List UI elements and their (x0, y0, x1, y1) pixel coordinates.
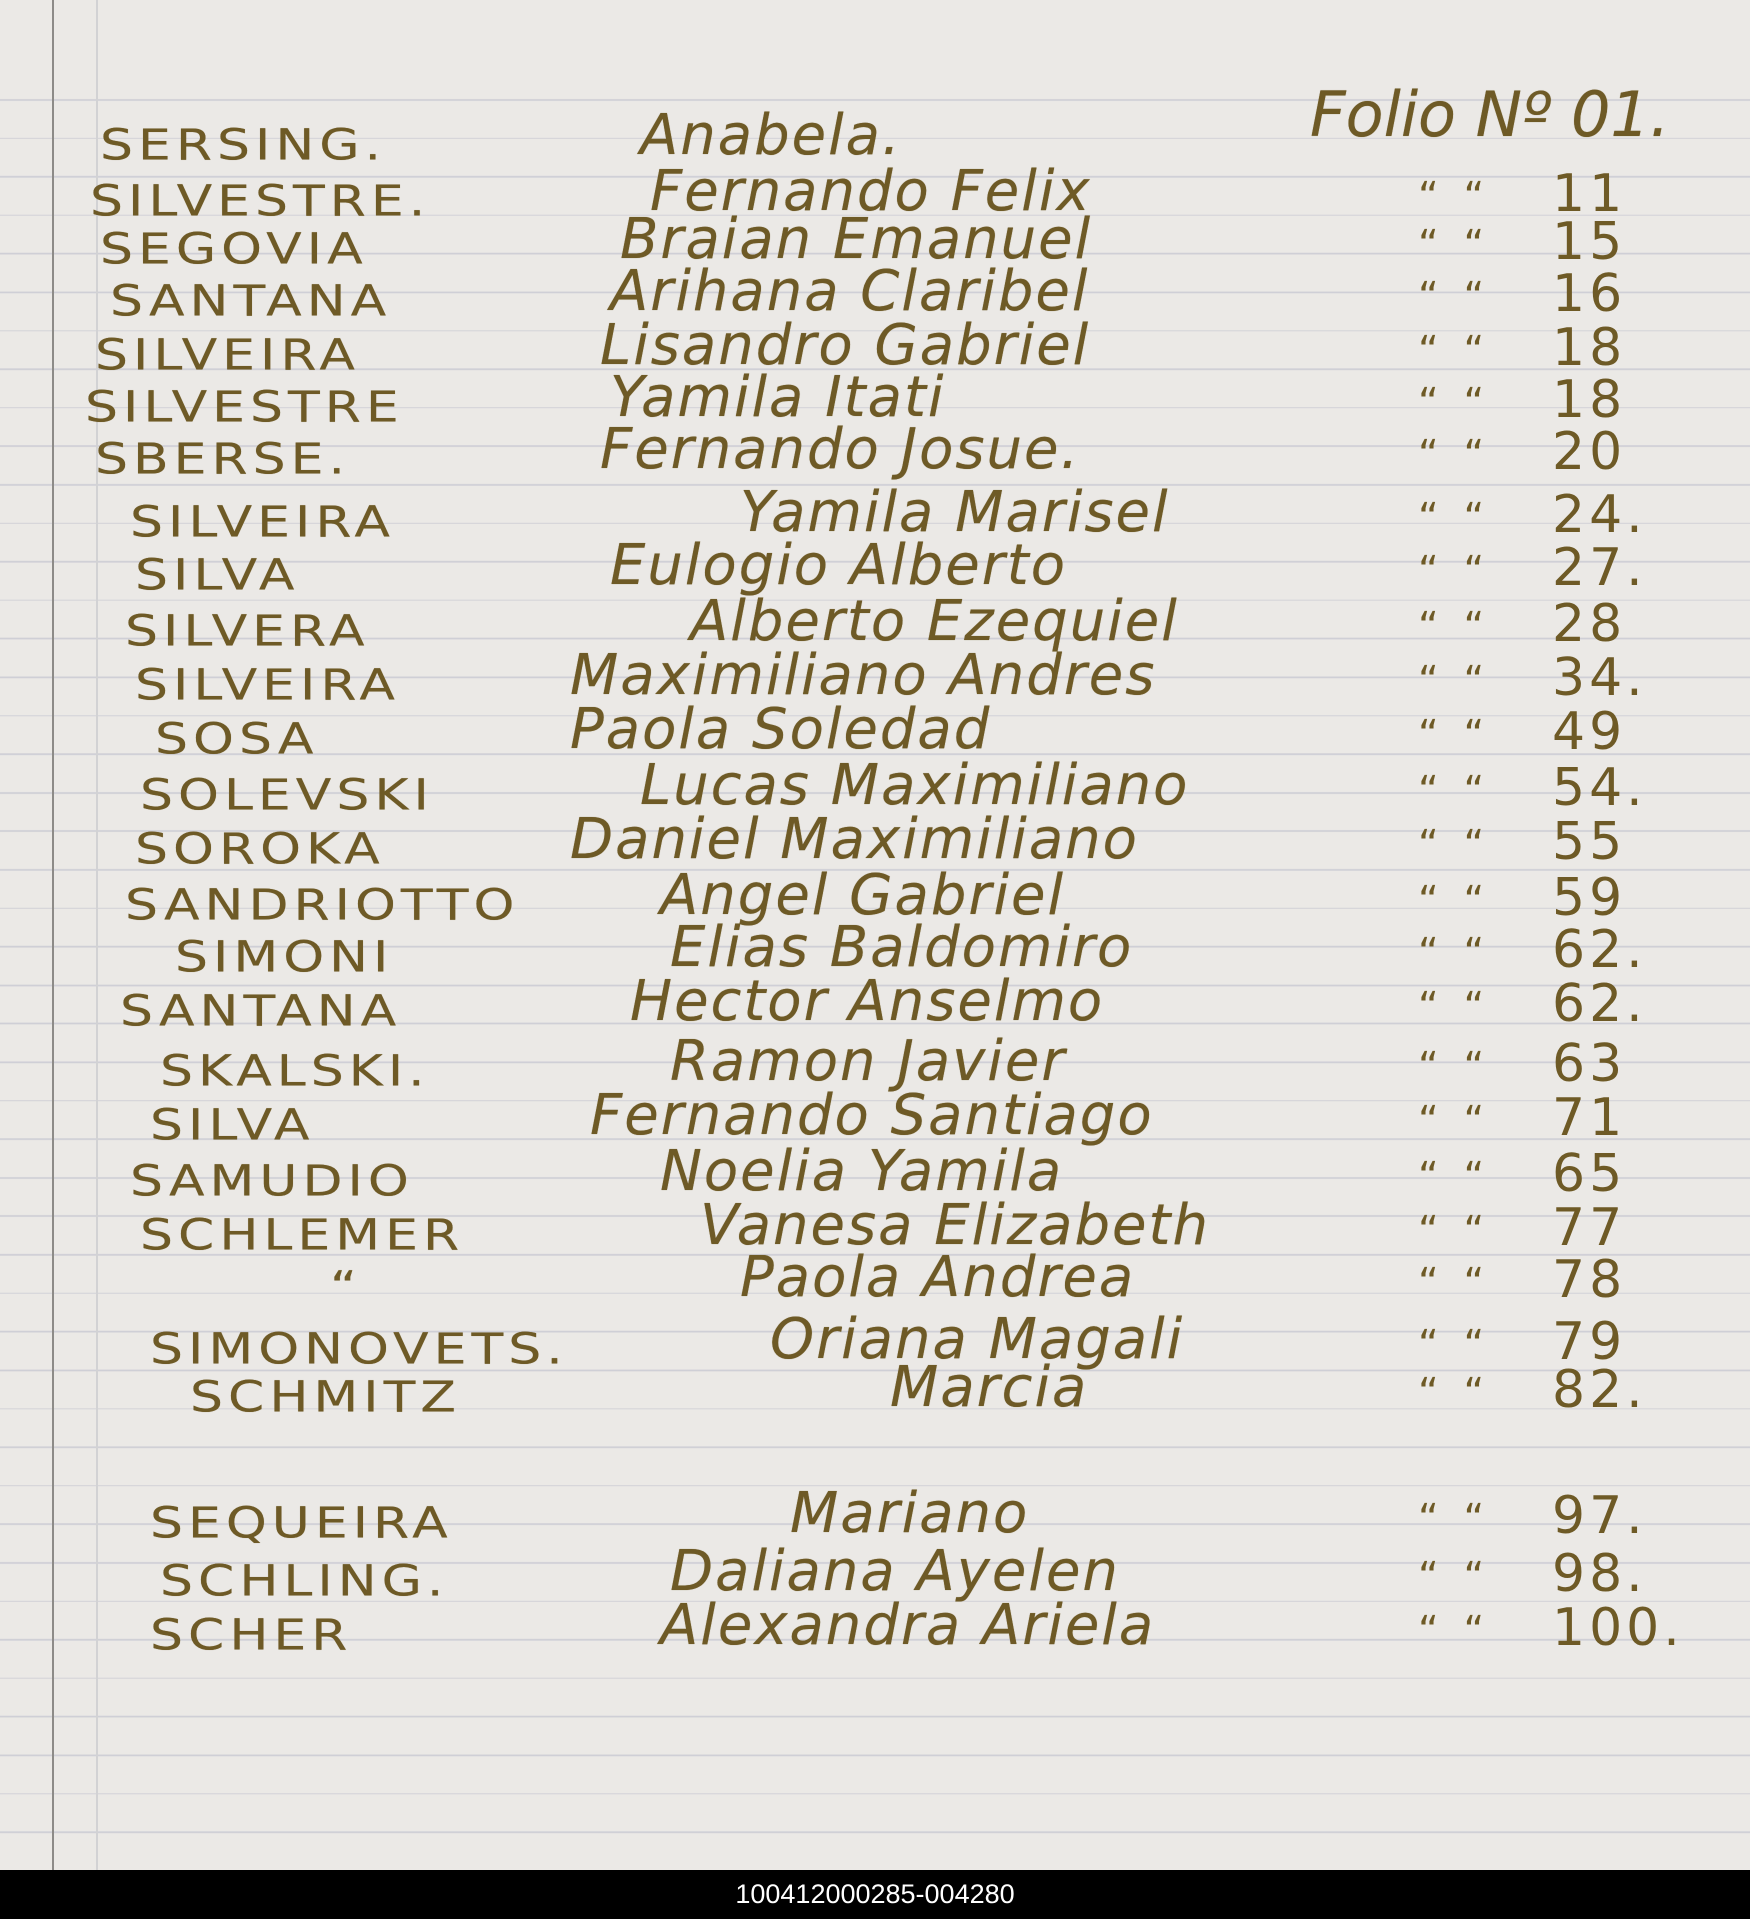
entry-given-names: Paola Soledad (570, 697, 992, 762)
entry-given-names: Paola Andrea (740, 1245, 1136, 1310)
entry-surname: SILVEIRA (95, 330, 360, 380)
entry-given-names: Yamila Itati (610, 365, 946, 430)
entry-surname: SEQUEIRA (150, 1498, 453, 1548)
ditto-mark: “ “ (1418, 1370, 1491, 1416)
entry-folio-number: 27. (1552, 538, 1647, 598)
entry-given-names: Marcia (890, 1355, 1089, 1420)
entry-given-names: Anabela. (640, 103, 902, 168)
entry-surname: SIMONI (175, 932, 394, 982)
entry-folio-number: 18 (1552, 370, 1627, 430)
entry-folio-number: 71 (1552, 1088, 1627, 1148)
entry-surname: SCHMITZ (190, 1372, 462, 1422)
entry-folio-number: 20 (1552, 422, 1627, 482)
ditto-mark: “ “ (1418, 1044, 1491, 1090)
entry-folio-number: 59 (1552, 868, 1627, 928)
entry-folio-number: 63 (1552, 1034, 1627, 1094)
entry-folio-number: 18 (1552, 318, 1627, 378)
entry-given-names: Fernando Santiago (590, 1083, 1154, 1148)
entry-surname: SEGOVIA (100, 224, 368, 274)
entry-row (0, 1355, 1750, 1422)
entry-surname: SILVESTRE. (90, 176, 431, 226)
entry-surname: SILVESTRE (85, 382, 404, 432)
entry-given-names: Yamila Marisel (740, 480, 1170, 545)
entry-row (0, 1245, 1750, 1312)
entry-given-names: Fernando Josue. (600, 417, 1081, 482)
ditto-mark: “ “ (1418, 658, 1491, 704)
entry-surname: SILVERA (125, 606, 370, 656)
entry-surname: SANDRIOTTO (125, 880, 520, 930)
entry-surname: SANTANA (110, 276, 392, 326)
ditto-mark: “ “ (1418, 768, 1491, 814)
entry-surname: SBERSE. (95, 434, 351, 484)
entry-given-names: Lisandro Gabriel (600, 313, 1091, 378)
entry-surname: SCHLING. (160, 1556, 449, 1606)
ditto-mark: “ “ (1418, 548, 1491, 594)
entry-folio-number: 28 (1552, 594, 1627, 654)
entry-folio-number: 65 (1552, 1144, 1627, 1204)
ditto-mark: “ “ (1418, 222, 1491, 268)
entry-folio-number: 62. (1552, 920, 1647, 980)
ditto-mark: “ “ (1418, 822, 1491, 868)
entry-given-names: Angel Gabriel (660, 863, 1066, 928)
entry-folio-number: 16 (1552, 264, 1627, 324)
entry-folio-number: 100. (1552, 1598, 1684, 1658)
entry-folio-number: 78 (1552, 1250, 1627, 1310)
entry-given-names: Vanesa Elizabeth (700, 1193, 1210, 1258)
entry-given-names: Daniel Maximiliano (570, 807, 1139, 872)
entry-folio-number: 34. (1552, 648, 1647, 708)
entry-surname: SOSA (155, 714, 319, 764)
ditto-mark: “ “ (1418, 1154, 1491, 1200)
entry-given-names: Noelia Yamila (660, 1139, 1064, 1204)
entry-given-names: Hector Anselmo (630, 969, 1105, 1034)
entry-given-names: Alexandra Ariela (660, 1593, 1156, 1658)
entry-folio-number: 98. (1552, 1544, 1647, 1604)
ditto-mark: “ “ (1418, 878, 1491, 924)
entry-folio-number: 55 (1552, 812, 1627, 872)
entry-surname: SOLEVSKI (140, 770, 434, 820)
ditto-mark: “ “ (1418, 380, 1491, 426)
entry-surname: SCHLEMER (140, 1210, 465, 1260)
ditto-mark: “ “ (1418, 1554, 1491, 1600)
entry-surname: SILVEIRA (135, 660, 400, 710)
entry-surname: SCHER (150, 1610, 353, 1660)
entry-folio-number: 62. (1552, 974, 1647, 1034)
entry-folio-number: 15 (1552, 212, 1627, 272)
entry-given-names: Daliana Ayelen (670, 1539, 1120, 1604)
ditto-mark: “ “ (1418, 1208, 1491, 1254)
entry-row (0, 1593, 1750, 1660)
ditto-mark: “ “ (1418, 174, 1491, 220)
entry-folio-number: 11 (1552, 164, 1627, 224)
entry-surname: SANTANA (120, 986, 402, 1036)
ditto-mark: “ “ (1418, 432, 1491, 478)
ditto-mark: “ “ (1418, 604, 1491, 650)
ditto-mark: “ “ (1418, 1260, 1491, 1306)
entry-surname: SERSING. (100, 120, 387, 170)
entry-folio-number: 49 (1552, 702, 1627, 762)
ditto-mark: “ “ (1418, 984, 1491, 1030)
entry-given-names: Elias Baldomiro (670, 915, 1134, 980)
entry-surname: SOROKA (135, 824, 385, 874)
entry-surname: SILVA (150, 1100, 315, 1150)
entry-given-names: Fernando Felix (650, 159, 1092, 224)
entry-surname: SILVEIRA (130, 497, 395, 547)
ditto-mark: “ “ (1418, 1098, 1491, 1144)
ditto-mark: “ “ (1418, 495, 1491, 541)
ditto-mark: “ “ (1418, 328, 1491, 374)
entry-given-names: Ramon Javier (670, 1029, 1067, 1094)
entry-folio-number: 82. (1552, 1360, 1647, 1420)
entry-surname: SIMONOVETS. (150, 1324, 568, 1374)
entry-given-names: Maximiliano Andres (570, 643, 1157, 708)
entry-surname: SKALSKI. (160, 1046, 430, 1096)
entry-surname: SAMUDIO (130, 1156, 414, 1206)
ditto-mark: “ “ (1418, 930, 1491, 976)
entry-given-names: Mariano (790, 1481, 1030, 1546)
entry-surname: “ (330, 1262, 362, 1312)
entry-surname: SILVA (135, 550, 300, 600)
entry-given-names: Alberto Ezequiel (690, 589, 1179, 654)
entry-folio-number: 77 (1552, 1198, 1627, 1258)
ditto-mark: “ “ (1418, 274, 1491, 320)
ditto-mark: “ “ (1418, 1496, 1491, 1542)
entry-given-names: Eulogio Alberto (610, 533, 1067, 598)
entry-given-names: Braian Emanuel (620, 207, 1093, 272)
entry-folio-number: 24. (1552, 485, 1647, 545)
entry-row (0, 417, 1750, 484)
entry-given-names: Arihana Claribel (610, 259, 1090, 324)
ditto-mark: “ “ (1418, 712, 1491, 758)
entry-row (0, 969, 1750, 1036)
ditto-mark: “ “ (1418, 1322, 1491, 1368)
entry-given-names: Oriana Magali (770, 1307, 1185, 1372)
entry-folio-number: 54. (1552, 758, 1647, 818)
entry-given-names: Lucas Maximiliano (640, 753, 1190, 818)
folio-header: Folio Nº 01. (1310, 78, 1670, 151)
document-id-footer: 100412000285-004280 (0, 1870, 1750, 1919)
entry-folio-number: 79 (1552, 1312, 1627, 1372)
entry-folio-number: 97. (1552, 1486, 1647, 1546)
ditto-mark: “ “ (1418, 1608, 1491, 1654)
